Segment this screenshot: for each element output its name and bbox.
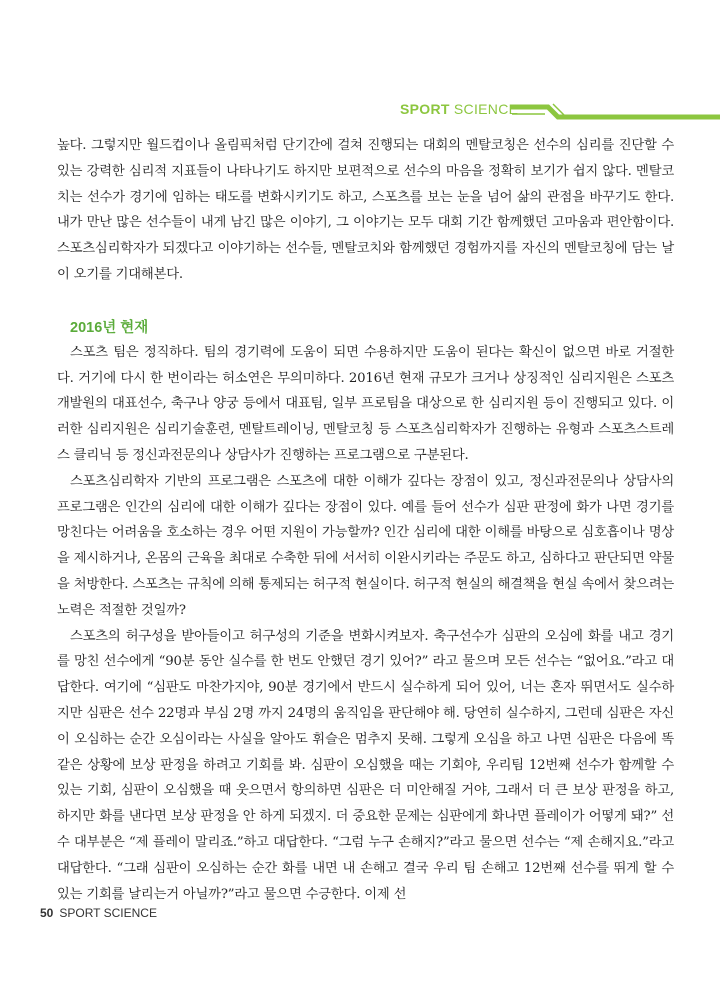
footer-section-name: SPORT SCIENCE: [59, 906, 157, 920]
page-number: 50: [40, 906, 54, 920]
header-accent-line: [0, 0, 720, 140]
paragraph-3: 스포츠심리학자 기반의 프로그램은 스포츠에 대한 이해가 깊다는 장점이 있고, 정신과전문의나 상담사의 프로그램은 인간의 심리에 대한 이해가 깊다는 장점이 있다. 예를 들어 선수가 심판 판정에 화가 나면 경기를 망친다는 어려움을 호소하는 경우 어떤 지원이 가능할까? 인간 심리에 대한 이해를 바탕으로 심호흡이나 명상을 제시하거나, 온몸의 근육을 최대로 수축한 뒤에 서서히 이완시키라는 주문도 하고, 심하다고 판단되면 약물을 처방한다. 스포츠는 규칙에 의해 통제되는 허구적 현실이다. 허구적 현실의 해결책을 현실 속에서 찾으려는 노력은 적절한 것일까?: [57, 473, 674, 618]
paragraph-1: 높다. 그렇지만 월드컵이나 올림픽처럼 단기간에 걸쳐 진행되는 대회의 멘탈코칭은 선수의 심리를 진단할 수 있는 강력한 심리적 지표들이 나타나기도 하지만 보편적으로 선수의 마음을 정확히 보기가 쉽지 않다. 멘탈코치는 선수가 경기에 임하는 태도를 변화시키기도 하고, 스포츠를 보는 눈을 넘어 삶의 관점을 바꾸기도 한다. 내가 만난 많은 선수들이 내게 남긴 많은 이야기, 그 이야기는 모두 대회 기간 함께했던 고마움과 편안함이다. 스포츠심리학자가 되겠다고 이야기하는 선수들, 멘탈코치와 함께했던 경험까지를 자신의 멘탈코칭에 담는 날이 오기를 기대해본다.: [57, 138, 674, 282]
paragraph-4: 스포츠의 허구성을 받아들이고 허구성의 기준을 변화시켜보자. 축구선수가 심판의 오심에 화를 내고 경기를 망친 선수에게 “90분 동안 실수를 한 번도 안했던 경기 있어?” 라고 물으며 모든 선수는 “없어요.”라고 대답한다. 여기에 “심판도 마찬가지야, 90분 경기에서 반드시 실수하게 되어 있어, 너는 혼자 뛰면서도 실수하지만 심판은 선수 22명과 부심 2명 까지 24명의 움직임을 판단해야 해. 당연히 실수하지, 그런데 심판은 자신이 오심하는 순간 오심이라는 사실을 알아도 휘슬은 멈추지 못해. 그렇게 오심을 하고 나면 심판은 다음에 똑 같은 상황에 보상 판정을 하려고 기회를 봐. 심판이 오심했을 때는 기회야, 우리팀 12번째 선수가 함께할 수 있는 기회, 심판이 오심했을 때 웃으면서 항의하면 심판은 더 미안해질 거야, 그래서 더 큰 보상 판정을 하고, 하지만 화를 낸다면 보상 판정을 안 하게 되겠지. 더 중요한 문제는 심판에게 화나면 플레이가 어떻게 돼?” 선수 대부분은 “제 플레이 말리죠.”하고 대답한다. “그럼 누구 손해지?”라고 물으면 선수는 “제 손해지요.”라고 대답한다. “그래 심판이 오심하는 순간 화를 내면 내 손해고 결국 우리 팀 손해고 12번째 선수를 뛰게 할 수 있는 기회를 날리는거 아닐까?”라고 물으면 수긍한다. 이제 선: [57, 628, 674, 902]
section-label-bold: SPORT: [400, 101, 450, 117]
page-footer: [40, 906, 157, 920]
section-label: [400, 101, 518, 117]
paragraph-2: 스포츠 팀은 정직하다. 팀의 경기력에 도움이 되면 수용하지만 도움이 된다는 확신이 없으면 바로 거절한다. 거기에 다시 한 번이라는 허소연은 무의미하다. 2016년 현재 규모가 크거나 상징적인 심리지원은 스포츠개발원의 대표선수, 축구나 양궁 등에서 대표팀, 일부 프로팀을 대상으로 한 심리지원 등이 진행되고 있다. 이러한 심리지원은 심리기술훈련, 멘탈트레이닝, 멘탈코칭 등 스포츠심리학자가 진행하는 유형과 스포츠스트레스 클리닉 등 정신과전문의나 상담사가 진행하는 프로그램으로 구분된다.: [57, 344, 674, 463]
section-label-light: SCIENCE: [449, 101, 519, 117]
subheading-2016: 2016년 현재: [70, 319, 149, 336]
article-body: [57, 133, 674, 907]
